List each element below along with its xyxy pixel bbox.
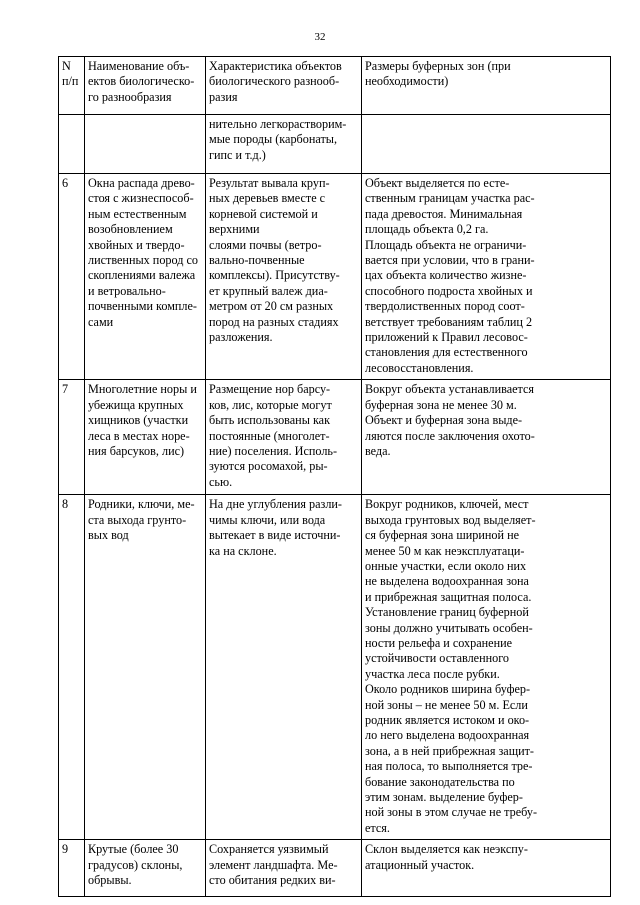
text-line: мые породы (карбонаты, [209,132,338,147]
text-line: лиственных пород со [88,253,199,268]
text-line: ков, лис, которые могут [209,397,332,412]
name-cell [85,495,206,840]
text-line: твердолиственных пород соот- [365,299,525,314]
text-line: На дне углубления разли- [209,497,342,512]
text-line: устойчивости оставленного [365,651,510,666]
num-cell [59,380,85,495]
text-line: ной зоны в этом случае не требу- [365,805,538,820]
text-line: вытекает в виде источни- [209,528,341,543]
text-line: постоянные (многолет- [209,428,330,443]
text-line: стоя с жизнеспособ- [88,191,194,206]
characteristic-cell [206,380,362,495]
text-line: ной зоны – не менее 50 м. Если [365,697,528,712]
text-line: комплексы). Присутству- [209,268,340,283]
text-line: ста выхода грунто- [88,512,187,527]
table-row [59,115,611,174]
text-line: верхними [209,222,260,237]
characteristic-cell [206,840,362,897]
text-line: этим зонам. выделение буфер- [365,790,523,804]
text-line: 9 [62,842,69,857]
text-line: Размещение нор барсу- [209,382,331,397]
text-line: возобновлением [88,222,173,237]
text-line: Установление границ буферной [365,605,529,620]
text-line: го разнообразия [88,89,172,104]
buffer-cell [362,174,611,380]
text-line: и прибрежная защитная полоса. [365,589,532,604]
text-line: буферная зона не менее 30 м. [365,397,517,412]
text-line: ка на склоне. [209,543,277,558]
text-line: зона, а в ней прибрежная защит- [365,743,534,758]
text-line: способного подроста хвойных и [365,283,533,298]
text-line: Размеры буферных зон (при [365,59,511,73]
text-line: зуются росомахой, ры- [209,459,328,474]
text-line: хвойных и твердо- [88,237,185,252]
buffer-cell [362,495,611,840]
text-line: обрывы. [88,873,132,888]
text-line: выхода грунтовых вод выделяет- [365,512,536,527]
text-line: Окна распада древо- [88,176,195,190]
text-line: Наименование объ- [88,59,190,73]
text-line: убежища крупных [88,397,184,412]
header-name-cell [85,57,206,115]
table-row [59,840,611,897]
text-line: ся буферная зона шириной не [365,528,520,543]
text-line: ная полоса, то выполняется тре- [365,759,533,774]
text-line: ветствует требованиям таблиц 2 [365,314,533,329]
characteristic-cell [206,115,362,174]
buffer-cell [362,115,611,174]
text-line: ния барсуков, лис) [88,443,185,458]
text-line: Площадь объекта не ограничи- [365,237,527,252]
text-line: вально-почвенные [209,253,305,268]
text-line: Склон выделяется как неэкспу- [365,842,528,857]
biodiversity-table [58,56,611,897]
header-num-cell [59,57,85,115]
characteristic-cell [206,495,362,840]
header-buffer-cell [362,57,611,115]
text-line: Сохраняется уязвимый [209,842,329,857]
table-row [59,495,611,840]
text-line: родник является истоком и око- [365,712,530,727]
name-cell [85,840,206,897]
text-line: вых вод [88,528,129,543]
text-line: метром от 20 см разных [209,299,334,314]
text-line: хищников (участки [88,413,189,428]
header-characteristic-cell [206,57,362,115]
text-line: Родники, ключи, ме- [88,497,195,512]
text-line: ние) поселения. Исполь- [209,443,338,458]
name-cell [85,115,206,174]
text-line: не выделена водоохранная зона [365,574,529,589]
text-line: нительно легкорастворим- [209,117,347,131]
text-line: слоями почвы (ветро- [209,237,322,252]
text-line: приложений к Правил лесовос- [365,330,528,345]
text-line: 6 [62,176,69,190]
table-header-row [59,57,611,115]
text-line: пород на разных стадиях [209,314,339,329]
text-line: и ветровально- [88,283,166,298]
text-line: Объект и буферная зона выде- [365,413,523,428]
text-line: п/п [62,74,79,89]
text-line: ственным границам участка рас- [365,191,535,206]
text-line: биологического разнооб- [209,74,340,89]
text-line: участка леса после рубки. [365,666,500,681]
text-line: становления для естественного [365,345,528,360]
text-line: ных деревьев вместе с [209,191,326,206]
text-line: Результат вывала круп- [209,176,330,190]
text-line: сью. [209,474,233,489]
text-line: корневой системой и [209,206,318,221]
text-line: цах объекта количество жизне- [365,268,527,283]
text-line: бование законодательства по [365,774,515,789]
text-line: лесовосстановления. [365,360,474,375]
characteristic-cell [206,174,362,380]
text-line: ло него выделена водоохранная [365,728,530,743]
text-line: элемент ландшафта. Ме- [209,857,338,872]
num-cell [59,115,85,174]
text-line: гипс и т.д.) [209,147,266,162]
name-cell [85,174,206,380]
text-line: ляются после заключения охото- [365,428,535,443]
text-line: необходимости) [365,74,449,89]
text-line: скоплениями валежа [88,268,196,283]
text-line: ности рельефа и сохранение [365,635,513,650]
text-line: Объект выделяется по есте- [365,176,510,190]
text-line: площадь объекта 0,2 га. [365,222,489,237]
text-line: пада древостоя. Минимальная [365,206,523,221]
text-line: Крутые (более 30 [88,842,179,857]
table-row [59,174,611,380]
text-line: градусов) склоны, [88,857,183,872]
text-line: Вокруг объекта устанавливается [365,382,535,397]
text-line: леса в местах норе- [88,428,190,443]
num-cell [59,495,85,840]
text-line: 8 [62,497,69,512]
buffer-cell [362,380,611,495]
text-line: сами [88,314,114,329]
text-line: N [62,59,71,73]
text-line: быть использованы как [209,413,331,428]
text-line: атационный участок. [365,857,475,872]
text-line: менее 50 м как неэксплуатаци- [365,543,525,558]
text-line: почвенными компле- [88,299,197,314]
text-line: онные участки, если около них [365,558,527,573]
text-line: Многолетние норы и [88,382,197,397]
table-row [59,380,611,495]
text-line: сто обитания редких ви- [209,873,336,888]
name-cell [85,380,206,495]
text-line: веда. [365,443,391,458]
page-number: 32 [314,31,326,43]
text-line: Характеристика объектов [209,59,342,73]
text-line: 7 [62,382,69,397]
buffer-cell [362,840,611,897]
text-line: разложения. [209,330,273,345]
text-line: ет крупный валеж диа- [209,283,328,298]
text-line: чимы ключи, или вода [209,512,326,527]
text-line: ется. [365,820,390,835]
num-cell [59,174,85,380]
text-line: зоны должно учитывать особен- [365,620,533,635]
text-line: Вокруг родников, ключей, мест [365,497,529,512]
text-line: вается при условии, что в грани- [365,253,535,268]
num-cell [59,840,85,897]
text-line: Около родников ширина буфер- [365,682,531,697]
text-line: разия [209,89,238,104]
text-line: ектов биологическо- [88,74,195,89]
text-line: ным естественным [88,206,187,221]
